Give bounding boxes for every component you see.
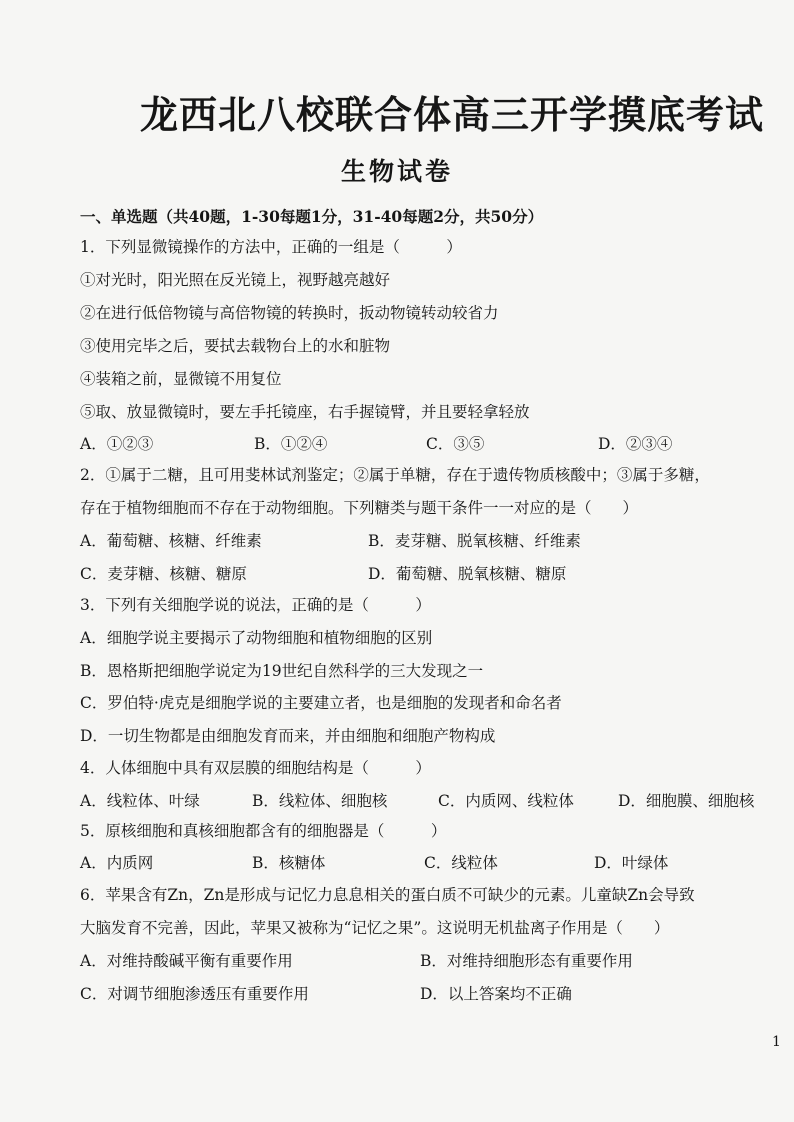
page-number: 1 — [772, 1034, 781, 1050]
question-1-stem: 1．下列显微镜操作的方法中，正确的一组是（ ） — [80, 238, 462, 256]
question-1-item-1: ①对光时，阳光照在反光镜上，视野越亮越好 — [80, 271, 391, 289]
question-1-item-2: ②在进行低倍物镜与高倍物镜的转换时，扳动物镜转动较省力 — [80, 304, 499, 322]
question-2-option-a: A．葡萄糖、核糖、纤维素 — [80, 532, 262, 550]
question-3-stem: 3．下列有关细胞学说的说法，正确的是（ ） — [80, 596, 431, 614]
question-5-option-c: C．线粒体 — [424, 854, 498, 872]
question-5-option-b: B．核糖体 — [252, 854, 326, 872]
section-heading: 一、单选题（共40题，1-30每题1分，31-40每题2分，共50分） — [80, 207, 544, 226]
question-3-option-a: A．细胞学说主要揭示了动物细胞和植物细胞的区别 — [80, 629, 433, 647]
question-3-option-c: C．罗伯特·虎克是细胞学说的主要建立者，也是细胞的发现者和命名者 — [80, 694, 562, 712]
question-4-option-a: A．线粒体、叶绿 — [80, 792, 200, 810]
question-2-stem-line-1: 2．①属于二糖，且可用斐林试剂鉴定；②属于单糖，存在于遗传物质核酸中；③属于多糖， — [80, 466, 710, 484]
question-1-option-b: B．①②④ — [254, 435, 328, 453]
question-3-option-b: B．恩格斯把细胞学说定为19世纪自然科学的三大发现之一 — [80, 662, 484, 680]
question-2-stem-line-2: 存在于植物细胞而不存在于动物细胞。下列糖类与题干条件一一对应的是（ ） — [80, 499, 639, 517]
question-2-option-c: C．麦芽糖、核糖、糖原 — [80, 565, 247, 583]
question-6-option-a: A．对维持酸碱平衡有重要作用 — [80, 952, 293, 970]
question-1-item-4: ④装箱之前，显微镜不用复位 — [80, 370, 282, 388]
question-1-item-5: ⑤取、放显微镜时，要左手托镜座，右手握镜臂，并且要轻拿轻放 — [80, 403, 530, 421]
question-1-option-d: D．②③④ — [598, 435, 673, 453]
question-2-option-b: B．麦芽糖、脱氧核糖、纤维素 — [368, 532, 581, 550]
question-1-option-a: A．①②③ — [80, 435, 154, 453]
exam-title: 龙西北八校联合体高三开学摸底考试 — [140, 92, 765, 137]
question-1-item-3: ③使用完毕之后，要拭去载物台上的水和脏物 — [80, 337, 391, 355]
question-2-option-d: D．葡萄糖、脱氧核糖、糖原 — [368, 565, 567, 583]
exam-subtitle: 生物试卷 — [340, 157, 453, 186]
question-6-stem-line-1: 6．苹果含有Zn，Zn是形成与记忆力息息相关的蛋白质不可缺少的元素。儿童缺Zn会导致 — [80, 886, 695, 904]
question-4-stem: 4．人体细胞中具有双层膜的细胞结构是（ ） — [80, 759, 431, 777]
question-4-option-d: D．细胞膜、细胞核 — [618, 792, 755, 810]
question-5-stem: 5．原核细胞和真核细胞都含有的细胞器是（ ） — [80, 822, 447, 840]
question-6-option-d: D．以上答案均不正确 — [420, 985, 572, 1003]
question-3-option-d: D．一切生物都是由细胞发育而来，并由细胞和细胞产物构成 — [80, 727, 496, 745]
question-6-option-c: C．对调节细胞渗透压有重要作用 — [80, 985, 309, 1003]
question-4-option-b: B．线粒体、细胞核 — [252, 792, 388, 810]
question-1-option-c: C．③⑤ — [426, 435, 485, 453]
question-6-stem-line-2: 大脑发育不完善，因此，苹果又被称为“记忆之果”。这说明无机盐离子作用是（ ） — [80, 919, 670, 937]
question-4-option-c: C．内质网、线粒体 — [438, 792, 574, 810]
question-5-option-d: D．叶绿体 — [594, 854, 669, 872]
question-6-option-b: B．对维持细胞形态有重要作用 — [420, 952, 633, 970]
question-5-option-a: A．内质网 — [80, 854, 154, 872]
